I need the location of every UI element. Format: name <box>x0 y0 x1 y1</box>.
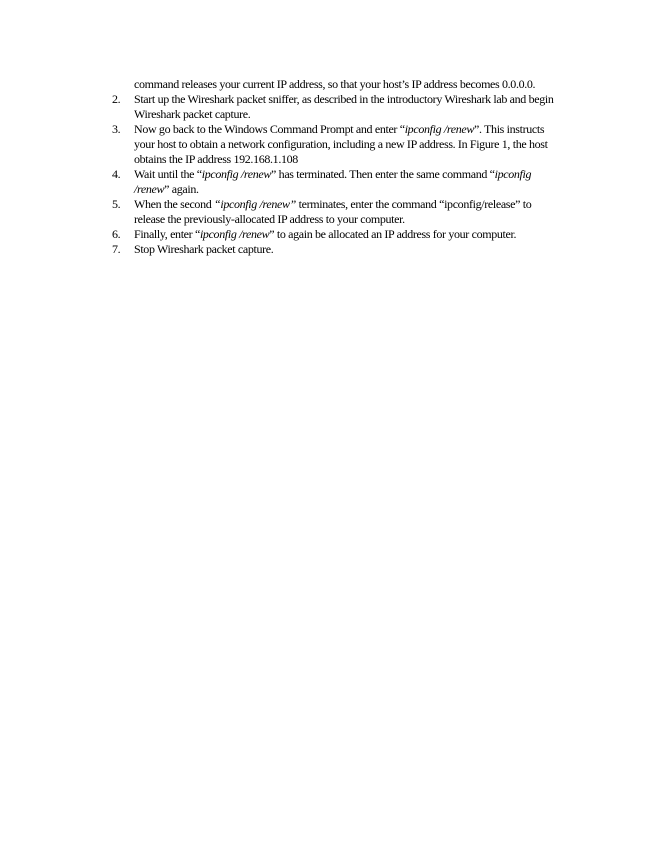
step-text <box>134 227 564 242</box>
step-text <box>134 92 564 122</box>
step-text-segment: Now go back to the Windows Command Prompt and enter “ <box>134 122 405 136</box>
step-text-segment: ”. This instructs your host to obtain a network configuration, including a new IP address. In Figure 1, the host obtains the IP address 192.168.1.108 <box>134 122 548 166</box>
step-text-segment: Wait until the “ <box>134 167 202 181</box>
command-text: ipconfig /renew <box>199 227 270 241</box>
command-text: “ipconfig /renew” <box>214 197 296 211</box>
step-text-segment: Start up the Wireshark packet sniffer, as described in the introductory Wireshark lab and begin Wireshark packet capture. <box>134 92 554 121</box>
step-text <box>134 197 564 227</box>
step-text <box>134 242 564 257</box>
command-text: ipconfig /renew <box>404 122 474 136</box>
step-text-segment: When the second <box>134 197 215 211</box>
step-text <box>134 122 564 167</box>
step-item <box>112 197 564 227</box>
step-item <box>112 227 564 242</box>
command-text: ipconfig /renew <box>201 167 272 181</box>
step-item <box>112 167 564 197</box>
step-item <box>112 122 564 167</box>
step-text-segment: ” again. <box>164 182 199 196</box>
step-number: 4. <box>112 167 121 181</box>
step-text-segment: Finally, enter “ <box>134 227 200 241</box>
step-text-segment: ” has terminated. Then enter the same command “ <box>271 167 495 181</box>
step-text-segment: ” to again be allocated an IP address for your computer. <box>269 227 517 241</box>
step-number: 5. <box>112 197 121 211</box>
continuation-paragraph: command releases your current IP address, so that your host’s IP address becomes 0.0.0.0. <box>134 77 536 91</box>
step-text-segment: Stop Wireshark packet capture. <box>134 242 274 256</box>
step-number: 7. <box>112 242 121 256</box>
step-number: 3. <box>112 122 121 136</box>
step-text-segment: terminates, enter the command “ipconfig/release” to release the previously-allocated IP address to your computer. <box>134 197 532 226</box>
step-number: 6. <box>112 227 121 241</box>
document-content <box>112 77 564 257</box>
command-text: ipconfig /renew <box>134 167 532 196</box>
step-number: 2. <box>112 92 121 106</box>
step-text <box>134 167 564 197</box>
instruction-steps-list <box>112 92 564 257</box>
step-item <box>112 242 564 257</box>
step-item <box>112 92 564 122</box>
